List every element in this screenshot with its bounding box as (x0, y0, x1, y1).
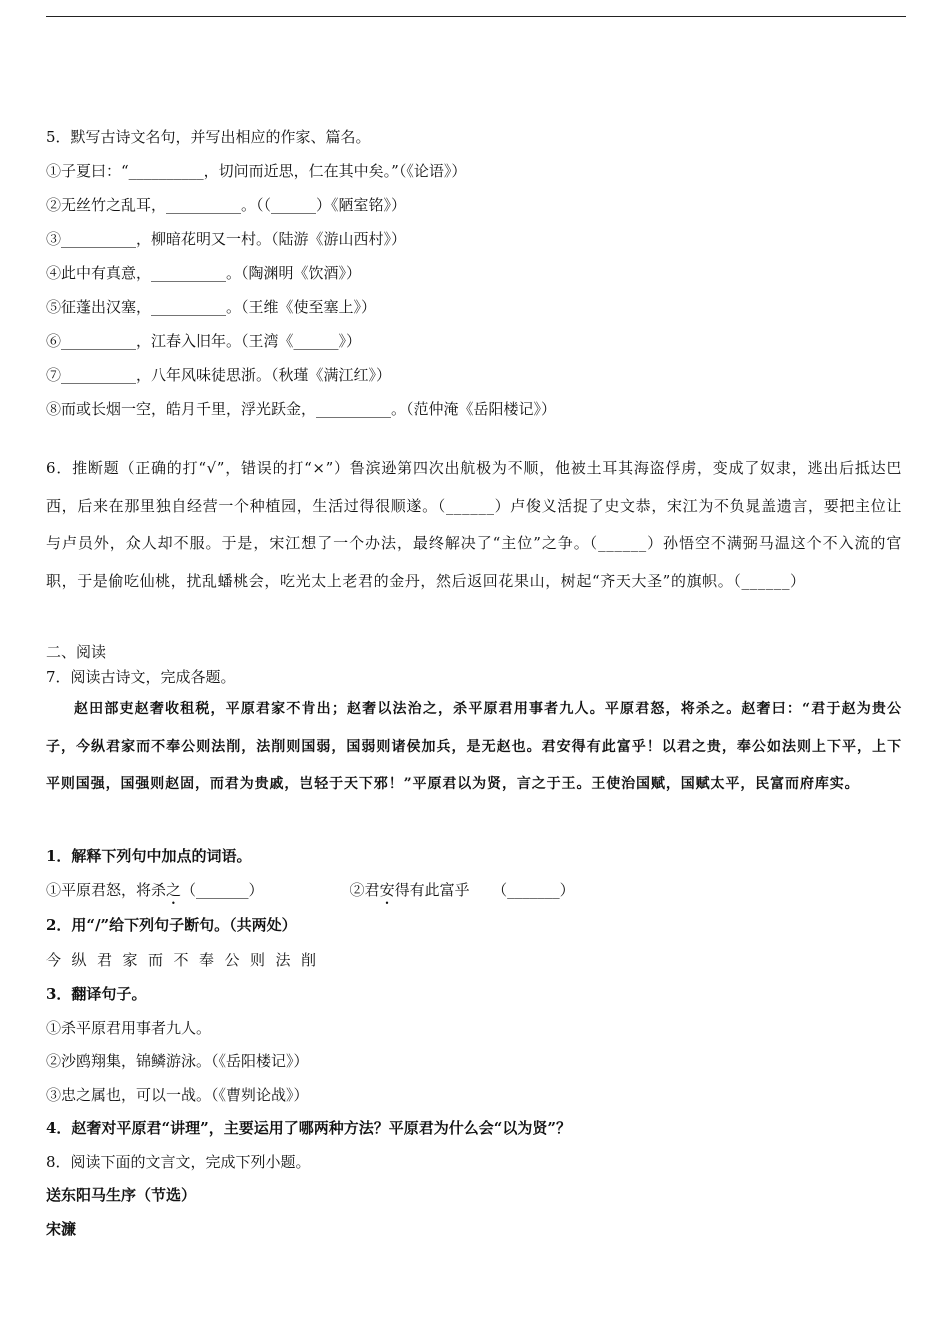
q5-item-1: ①子夏曰：“__________，切问而近思，仁在其中矣。”（《论语》） (46, 162, 467, 180)
q7-sub1-b-post: 得有此富乎 （_______） (394, 881, 575, 899)
q5-item-8: ⑧而或长烟一空，皓月千里，浮光跃金，__________。（范仲淹《岳阳楼记》） (46, 400, 557, 418)
q6-text: 6．推断题（正确的打“√”，错误的打“×”）鲁滨逊第四次出航极为不顺，他被土耳其海盗俘虏，变成了奴隶，逃出后抵达巴西，后来在那里独自经营一个种植园，生活过得很顺遂。（______）卢俊义活捉了史文恭，宋江为不负晁盖遗言，要把主位让与卢员外，众人却不服。于是，宋江想了一个办法，最终解决了“主位”之争。（______）孙悟空不满弼马温这个不入流的官职，于是偷吃仙桃，扰乱蟠桃会，吃光太上老君的金丹，然后返回花果山，树起“齐天大圣”的旗帜。（______） (46, 459, 902, 590)
q5-item-3: ③__________，柳暗花明又一村。（陆游《游山西村》） (46, 230, 407, 248)
q7-sub3: 3．翻译句子。 (46, 985, 147, 1003)
q5-title: 5．默写古诗文名句，并写出相应的作家、篇名。 (46, 128, 371, 146)
q5-item-5: ⑤征蓬出汉塞，__________。（王维《使至塞上》） (46, 298, 377, 316)
q7-sub3-item-3: ③忠之属也，可以一战。（《曹刿论战》） (46, 1086, 309, 1104)
q7-sub1-items (46, 880, 575, 908)
q7-sub1: 1．解释下列句中加点的词语。 (46, 847, 252, 865)
q7-sub1-a-post: （_______） (181, 881, 264, 899)
q7-sub1-b-dot: 安 (379, 881, 395, 899)
q7-sub2-sentence: 今纵君家而不奉公则法削 (46, 951, 327, 969)
header-rule (46, 16, 906, 17)
q8-title: 8．阅读下面的文言文，完成下列小题。 (46, 1153, 311, 1171)
q7-sub1-a-pre: ①平原君怒，将杀 (46, 881, 167, 899)
q7-sub1-a-dot: 之 (166, 881, 182, 899)
q7-sub4: 4．赵奢对平原君“讲理”，主要运用了哪两种方法？平原君为什么会“以为贤”？ (46, 1119, 571, 1137)
q7-sub3-item-1: ①杀平原君用事者九人。 (46, 1019, 212, 1037)
q5-item-4: ④此中有真意，__________。（陶渊明《饮酒》） (46, 264, 362, 282)
q7-passage: 赵田部吏赵奢收租税，平原君家不肯出；赵奢以法治之，杀平原君用事者九人。平原君怒，将杀之。赵奢曰：“君于赵为贵公子，今纵君家而不奉公则法削，法削则国弱，国弱则诸侯加兵，是无赵也。君安得有此富乎！以君之贵，奉公如法则上下平，上下平则国强，国强则赵固，而君为贵戚，岂轻于天下邪！”平原君以为贤，言之于王。王使治国赋，国赋太平，民富而府库实。 (46, 701, 902, 792)
q5-item-6: ⑥__________，江春入旧年。（王湾《______》） (46, 332, 362, 350)
q5-item-2: ②无丝竹之乱耳，__________。（（______）《陋室铭》） (46, 196, 407, 214)
q7-sub3-item-2: ②沙鸥翔集，锦鳞游泳。（《岳阳楼记》） (46, 1052, 309, 1070)
q8-essay-title: 送东阳马生序（节选） (46, 1186, 197, 1204)
q7-sub2: 2．用“/”给下列句子断句。（共两处） (46, 916, 297, 934)
q7-sub1-b-pre: ②君 (349, 881, 380, 899)
q8-author: 宋濂 (46, 1220, 77, 1238)
q5-item-7: ⑦__________，八年风味徒思浙。（秋瑾《满江红》） (46, 366, 392, 384)
q7-title: 7．阅读古诗文，完成各题。 (46, 668, 236, 686)
section-reading-heading: 二、阅读 (46, 643, 107, 661)
